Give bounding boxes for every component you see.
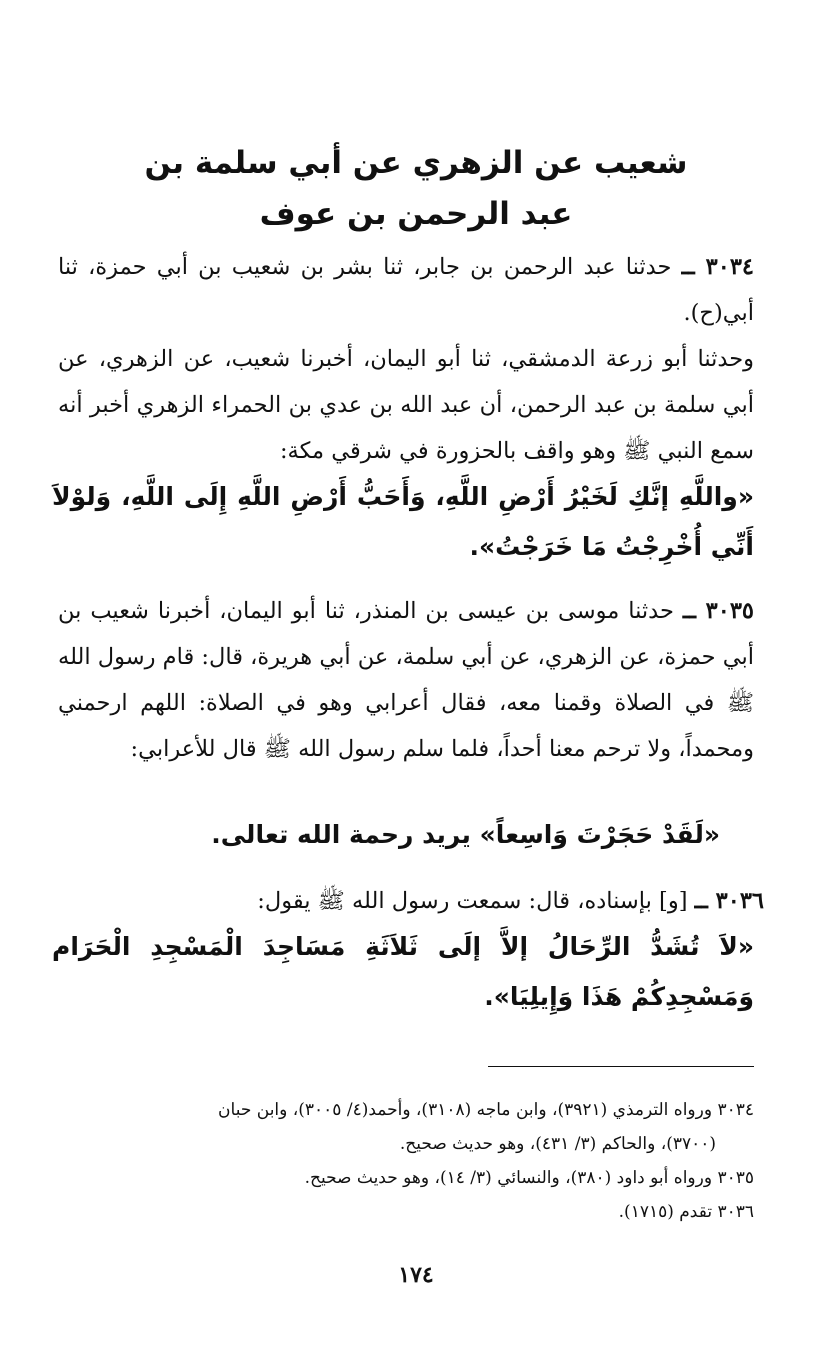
hadith-3034-matn: «واللَّهِ إنَّكِ لَخَيْرُ أَرْضِ اللَّهِ، وَأَحَبُّ أَرْضِ اللَّهِ إِلَى اللَّهِ، وَلوْلاَ أَنِّي أُخْرِجْتُ مَا خَرَجْتُ». [52,482,754,561]
footnote-3034: ٣٠٣٤ ورواه الترمذي (٣٩٢١)، وابن ماجه (٣١٠٨)، وأحمد(٤/ ٣٠٠٥)، وابن حبان [218,1100,754,1120]
hadith-number-3036: ٣٠٣٦ ــ [694,888,764,914]
hadith-number-3035: ٣٠٣٥ ــ [682,598,754,624]
chapter-heading-line-2: عبد الرحمن بن عوف [259,196,573,232]
page-number: ١٧٤ [398,1262,434,1288]
footnotes [58,1093,754,1229]
hadith-3034-isnad-text: حدثنا عبد الرحمن بن جابر، ثنا بشر بن شعيب بن أبي حمزة، ثنا أبي(ح). [58,254,754,326]
hadith-3036-text [58,878,764,924]
footnote-separator [488,1066,754,1067]
hadith-3035-matn: «لَقَدْ حَجَرْتَ وَاسِعاً» يريد رحمة الله تعالى. [211,820,720,849]
hadith-3035-body: حدثنا موسى بن عيسى بن المنذر، ثنا أبو اليمان، أخبرنا شعيب بن أبي حمزة، عن الزهري، عن أبي سلمة، عن أبي هريرة، قال: قام رسول الله ﷺ في الصلاة وقمنا معه، فقال أعرابي وهو في الصلاة: اللهم ارحمني ومحمداً، ولا ترحم معنا أحداً، فلما سلم رسول الله ﷺ قال للأعرابي: [58,598,754,762]
chapter-heading-line-1: شعيب عن الزهري عن أبي سلمة بن [144,145,688,181]
hadith-3035-text [58,588,754,772]
footnote-3034-continued: (٣٧٠٠)، والحاكم (٣/ ٤٣١)، وهو حديث صحيح. [399,1134,716,1154]
hadith-3034-isnad-2: وحدثنا أبو زرعة الدمشقي، ثنا أبو اليمان، أخبرنا شعيب، عن الزهري، عن أبي سلمة بن عبد الرحمن، أن عبد الله بن عدي بن الحمراء الزهري أخبر أنه سمع النبي ﷺ وهو واقف بالحزورة في شرقي مكة: [58,346,754,464]
hadith-3036-body: [و] بإسناده، قال: سمعت رسول الله ﷺ يقول: [257,888,688,914]
hadith-3036-matn: «لاَ تُشَدُّ الرِّحَالُ إلاَّ إلَى ثَلاَثَةِ مَسَاجِدَ الْمَسْجِدِ الْحَرَام وَمَسْجِدِكُمْ هَذَا وَإِيلِيَا». [52,932,754,1011]
hadith-3034-isnad [58,244,754,336]
hadith-number-3034: ٣٠٣٤ ــ [681,254,754,280]
footnote-3036: ٣٠٣٦ تقدم (١٧١٥). [618,1202,754,1222]
footnote-3035: ٣٠٣٥ ورواه أبو داود (٣٨٠)، والنسائي (٣/ ١٤)، وهو حديث صحيح. [304,1168,754,1188]
